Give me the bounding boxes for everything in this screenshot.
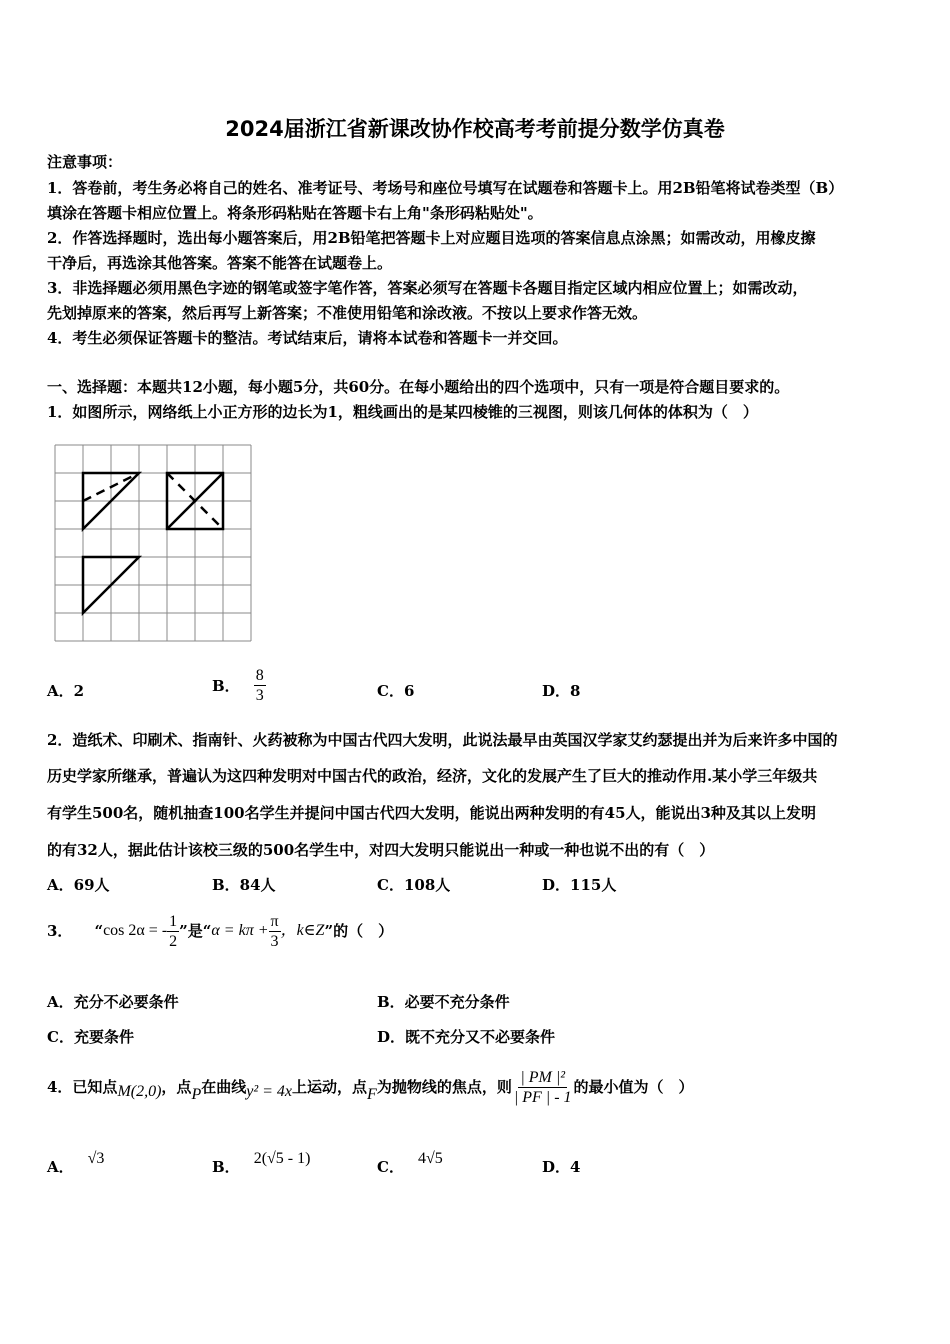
q3-half-numerator: 1 xyxy=(169,912,178,930)
exam-title: 2024届浙江省新课改协作校高考考前提分数学仿真卷 xyxy=(225,117,725,141)
q4-text: ，点 xyxy=(161,1078,192,1096)
q3-half-denominator: 2 xyxy=(169,932,178,950)
q3-option-d: D．既不充分又不必要条件 xyxy=(377,1028,556,1046)
section-heading: 一、选择题：本题共12小题，每小题5分，共60分。在每小题给出的四个选项中，只有一项是符合题目要求的。 xyxy=(47,378,790,396)
q4-point-p: P xyxy=(191,1086,202,1103)
q3-option-b: B．必要不充分条件 xyxy=(377,993,510,1011)
q4-ratio-fraction xyxy=(512,1069,574,1106)
notice-heading: 注意事项： xyxy=(47,153,123,171)
three-view-figure xyxy=(50,440,256,646)
q4-option-c-value: 4√5 xyxy=(417,1150,443,1167)
q4-option-c-label: C． xyxy=(377,1158,404,1176)
q4-text: 为抛物线的焦点，则 xyxy=(376,1078,512,1096)
q3-pi-denominator: 3 xyxy=(270,932,279,950)
q4-option-b xyxy=(212,1150,311,1177)
q1-option-a: A．2 xyxy=(47,682,85,700)
question-2-line: 的有32人，据此估计该校三级的500名学生中，对四大发明只能说出一种或一种也说不出的有（ ） xyxy=(47,841,715,859)
q3-stem-end: ”的（ ） xyxy=(324,922,394,940)
q3-cos-expression: cos 2α = - xyxy=(103,922,168,939)
q3-connector: ”是“ xyxy=(179,922,212,940)
q3-fraction-half xyxy=(167,913,179,950)
q4-text: 在曲线 xyxy=(201,1078,247,1096)
notice-line: 1．答卷前，考生务必将自己的姓名、准考证号、考场号和座位号填写在试题卷和答题卡上。用2B铅笔将试卷类型（B） xyxy=(47,179,844,197)
q4-option-c xyxy=(377,1150,443,1177)
q1-b-denominator: 3 xyxy=(255,687,264,704)
q4-ratio-numerator: | PM |² xyxy=(520,1068,566,1086)
q3-k-in-z: ，k∈Z xyxy=(280,922,325,939)
question-2-line: 有学生500名，随机抽查100名学生并提问中国古代四大发明，能说出两种发明的有45人，能说出3种及其以上发明 xyxy=(47,804,816,822)
notice-line: 2．作答选择题时，选出每小题答案后，用2B铅笔把答题卡上对应题目选项的答案信息点涂黑；如需改动，用橡皮擦 xyxy=(47,229,816,247)
q3-option-a: A．充分不必要条件 xyxy=(47,993,179,1011)
q2-option-a: A．69人 xyxy=(47,876,110,894)
q4-text: 上运动，点 xyxy=(292,1078,368,1096)
notice-line: 先划掉原来的答案，然后再写上新答案；不准使用铅笔和涂改液。不按以上要求作答无效。 xyxy=(47,304,648,322)
notice-line: 干净后，再选涂其他答案。答案不能答在试题卷上。 xyxy=(47,254,393,272)
q4-text: 的最小值为（ ） xyxy=(573,1078,694,1096)
q1-option-b-label: B． xyxy=(212,676,240,695)
q4-option-a-value: √3 xyxy=(87,1150,105,1167)
q4-text: 4．已知点 xyxy=(47,1078,118,1096)
q2-option-c: C．108人 xyxy=(377,876,451,894)
q4-option-b-value: 2(√5 - 1) xyxy=(253,1150,311,1167)
q1-option-c: C．6 xyxy=(377,682,415,700)
q4-point-f: F xyxy=(367,1086,377,1103)
q4-option-a-label: A． xyxy=(47,1158,74,1176)
notice-line: 3．非选择题必须用黑色字迹的钢笔或签字笔作答，答案必须写在答题卡各题目指定区域内相应位置上；如需改动， xyxy=(47,279,808,297)
question-2-line: 2．造纸术、印刷术、指南针、火药被称为中国古代四大发明，此说法最早由英国汉学家艾约瑟提出并为后来许多中国的 xyxy=(47,731,838,749)
question-4-stem xyxy=(47,1062,694,1112)
q3-option-c: C．充要条件 xyxy=(47,1028,134,1046)
notice-line: 4．考生必须保证答题卡的整洁。考试结束后，请将本试卷和答题卡一并交回。 xyxy=(47,329,568,347)
q4-option-b-label: B． xyxy=(212,1158,240,1176)
q2-option-d: D．115人 xyxy=(542,876,617,894)
q3-number: 3． xyxy=(47,922,73,940)
q1-b-numerator: 8 xyxy=(255,667,264,684)
question-2-line: 历史学家所继承，普遍认为这四种发明对中国古代的政治，经济，文化的发展产生了巨大的推动作用.某小学三年级共 xyxy=(47,767,818,785)
q3-pi-numerator: π xyxy=(270,912,279,930)
q3-alpha-expression: α = kπ + xyxy=(211,922,269,939)
notice-line: 填涂在答题卡相应位置上。将条形码粘贴在答题卡右上角"条形码粘贴处"。 xyxy=(47,204,543,222)
q4-curve-equation: y² = 4x xyxy=(246,1083,293,1100)
q4-ratio-denominator: | PF | - 1 xyxy=(513,1088,572,1106)
q2-option-b: B．84人 xyxy=(212,876,276,894)
question-1-stem: 1．如图所示，网络纸上小正方形的边长为1，粗线画出的是某四棱锥的三视图，则该几何体的体积为（ ） xyxy=(47,403,758,421)
q3-fraction-pi xyxy=(269,913,281,950)
q4-option-a xyxy=(47,1150,105,1177)
q4-point-m: M(2,0) xyxy=(117,1083,162,1100)
q1-option-b-fraction xyxy=(254,667,266,704)
question-3-stem xyxy=(47,909,393,953)
q4-option-d: D．4 xyxy=(542,1158,581,1176)
q3-open-quote: “ xyxy=(94,922,104,940)
q1-option-d: D．8 xyxy=(542,682,581,700)
q1-option-b xyxy=(212,667,266,704)
